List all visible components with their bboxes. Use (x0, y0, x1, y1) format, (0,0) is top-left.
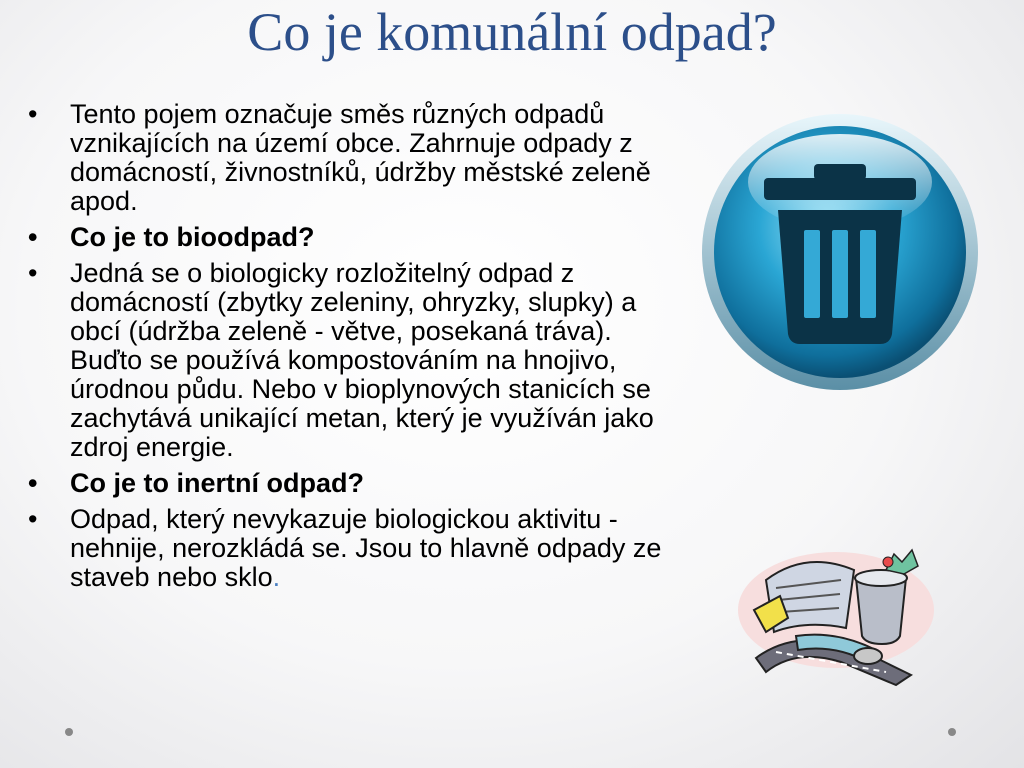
bullet-text: Co je to bioodpad? (70, 222, 315, 252)
bullet-item (28, 259, 688, 462)
garbage-pile-clipart (736, 540, 936, 690)
nav-dot-left (65, 728, 73, 736)
bullet-item (28, 223, 688, 252)
bullet-list (28, 100, 688, 599)
bullet-item (28, 100, 688, 216)
bullet-item (28, 469, 688, 498)
nav-dot-right (948, 728, 956, 736)
bullet-text: Odpad, který nevykazuje biologickou aktivitu - nehnije, nerozkládá se. Jsou to hlavně odpady ze staveb nebo sklo (70, 504, 662, 592)
bullet-item (28, 505, 688, 592)
bullet-text: Tento pojem označuje směs různých odpadů vznikajících na území obce. Zahrnuje odpady z domácností, živnostníků, údržby městské zeleně apod. (70, 99, 651, 216)
trash-can-icon (700, 112, 980, 392)
bullet-trailing-period: . (272, 562, 281, 592)
bullet-text: Jedná se o biologicky rozložitelný odpad z domácností (zbytky zeleniny, ohryzky, slupky) a obcí (údržba zeleně - větve, posekaná tráva). Buďto se používá kompostováním na hnojivo, úrodnou půdu. Nebo v bioplynových stanicích se zachytává unikající metan, který je využíván jako zdroj energie. (70, 258, 654, 462)
bullet-text: Co je to inertní odpad? (70, 468, 364, 498)
slide-title: Co je komunální odpad? (247, 2, 777, 62)
